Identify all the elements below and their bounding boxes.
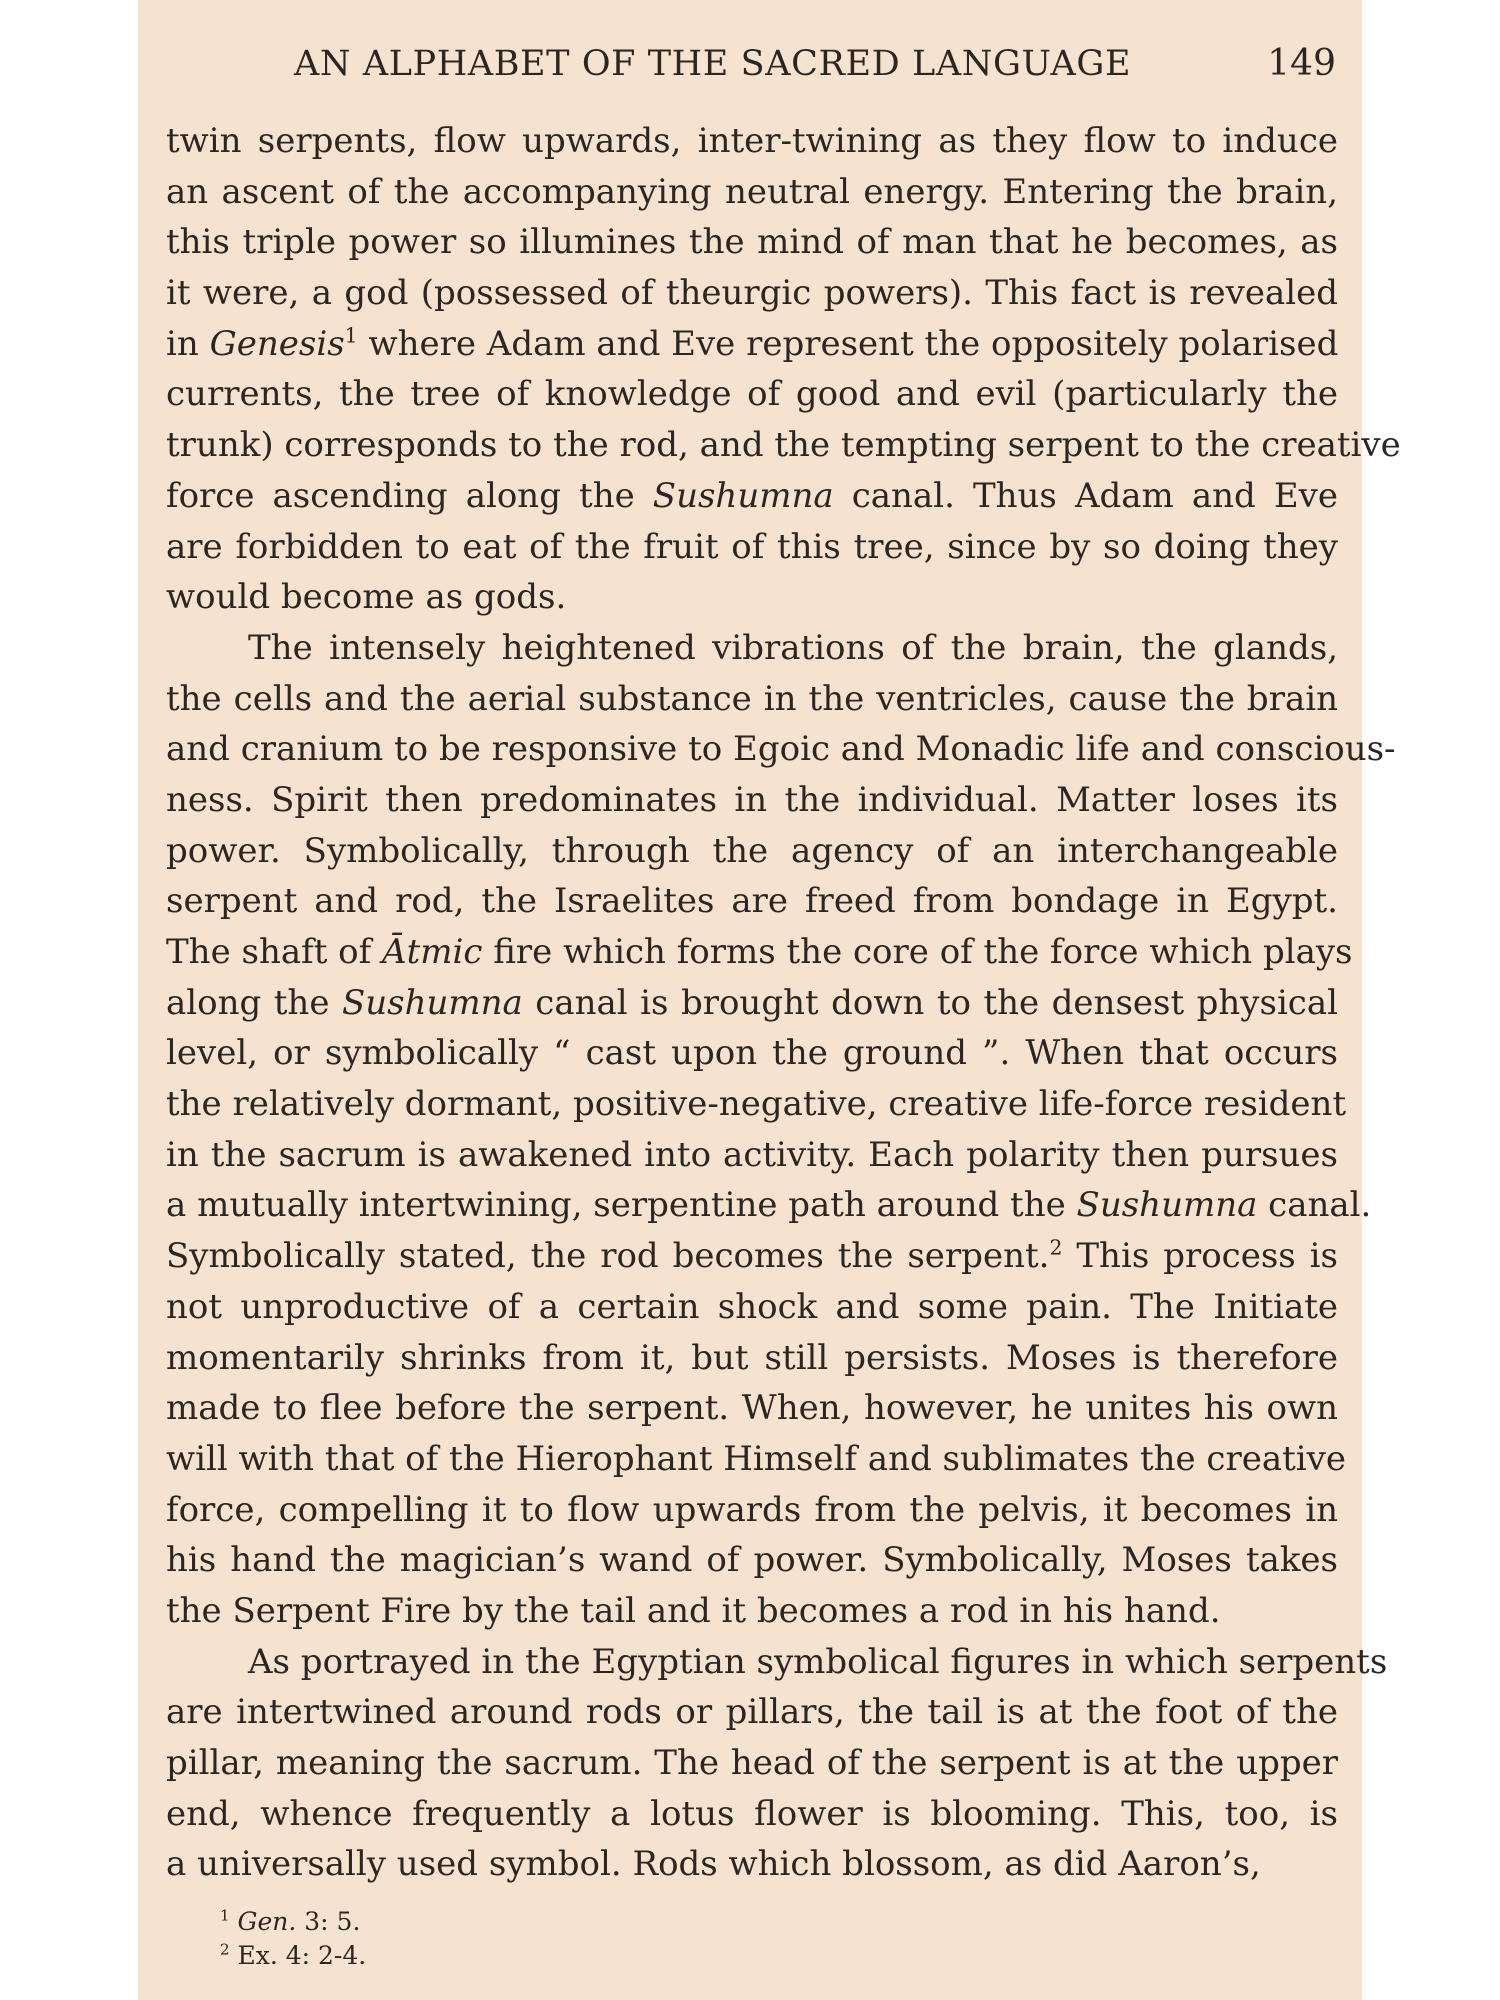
italic-term: Ātmic — [382, 932, 483, 972]
text-line: Symbolically stated, the rod becomes the serpent.$^2$ This process is — [166, 1235, 1338, 1277]
text-line: in the sacrum is awakened into activity. Each polarity then pursues — [166, 1134, 1338, 1175]
text-line: the cells and the aerial substance in the ventricles, cause the brain — [166, 678, 1338, 719]
text-line: this triple power so illumines the mind of man that he becomes, as — [166, 222, 1338, 263]
text-line: a universally used symbol. Rods which blossom, as did Aaron’s, — [166, 1844, 1261, 1885]
footnote-mark: 2 — [220, 1940, 230, 1959]
text-line: the relatively dormant, positive-negative, creative life-force resident — [166, 1084, 1347, 1125]
footnote: $^2$ Ex. 4: 2-4. — [220, 1940, 367, 1970]
footnote-mark: 1 — [220, 1906, 230, 1925]
page-header — [138, 38, 1362, 90]
running-head: AN ALPHABET OF THE SACRED LANGUAGE — [294, 44, 1132, 84]
text-line: trunk) corresponds to the rod, and the tempting serpent to the creative — [166, 425, 1401, 466]
footnotes — [220, 1905, 366, 1973]
text-line: along the Sushumna canal is brought down to the densest physical — [166, 982, 1338, 1023]
text-line: are intertwined around rods or pillars, the tail is at the foot of the — [166, 1692, 1338, 1733]
text-line: in Genesis$^1$ where Adam and Eve represent the oppositely polarised — [166, 323, 1339, 364]
text-line: made to flee before the serpent. When, however, he unites his own — [166, 1388, 1338, 1429]
text-line: ness. Spirit then predominates in the individual. Matter loses its — [166, 779, 1338, 820]
text-line: twin serpents, flow upwards, inter-twining as they flow to induce — [166, 121, 1338, 161]
text-line: The intensely heightened vibrations of the brain, the glands, — [248, 627, 1338, 668]
text-line: currents, the tree of knowledge of good and evil (particularly the — [166, 374, 1338, 415]
text-line: serpent and rod, the Israelites are freed from bondage in Egypt. — [166, 881, 1338, 922]
text-line: his hand the magician’s wand of power. Symbolically, Moses takes — [166, 1540, 1338, 1581]
book-page — [138, 0, 1401, 2000]
italic-term: Genesis — [209, 323, 345, 364]
italic-term: Sushumna — [1076, 1185, 1258, 1226]
footnote: $^1$ Gen. 3: 5. — [220, 1906, 361, 1936]
text-line: and cranium to be responsive to Egoic and Monadic life and conscious- — [166, 729, 1396, 770]
text-line: an ascent of the accompanying neutral energy. Entering the brain, — [166, 171, 1338, 212]
text-line: it were, a god (possessed of theurgic powers). This fact is revealed — [166, 273, 1338, 314]
text-line: the Serpent Fire by the tail and it becomes a rod in his hand. — [166, 1590, 1221, 1631]
italic-term: Sushumna — [341, 982, 523, 1023]
text-line: force ascending along the Sushumna canal. Thus Adam and Eve — [166, 475, 1338, 516]
text-line: not unproductive of a certain shock and some pain. The Initiate — [166, 1286, 1338, 1327]
text-line: pillar, meaning the sacrum. The head of the serpent is at the upper — [166, 1743, 1338, 1783]
text-line: The shaft of Ātmic fire which forms the core of the force which plays — [166, 932, 1353, 972]
footnote-reference: 2 — [1049, 1235, 1063, 1260]
text-line: power. Symbolically, through the agency of an interchangeable — [166, 830, 1338, 871]
text-line: As portrayed in the Egyptian symbolical figures in which serpents — [248, 1641, 1388, 1682]
text-line: are forbidden to eat of the fruit of this tree, since by so doing they — [166, 526, 1338, 567]
text-line: end, whence frequently a lotus flower is blooming. This, too, is — [166, 1793, 1338, 1834]
page-number: 149 — [1267, 43, 1336, 84]
footnote-reference: 1 — [344, 323, 358, 348]
text-line: level, or symbolically “ cast upon the ground ”. When that occurs — [166, 1033, 1338, 1074]
footnote-source: Gen. — [237, 1907, 297, 1936]
body-text — [166, 116, 1401, 1890]
italic-term: Sushumna — [652, 475, 834, 516]
text-line: force, compelling it to flow upwards from the pelvis, it becomes in — [166, 1489, 1338, 1530]
text-line: a mutually intertwining, serpentine path around the Sushumna canal. — [166, 1185, 1372, 1226]
text-line: momentarily shrinks from it, but still persists. Moses is therefore — [166, 1337, 1338, 1378]
text-line: will with that of the Hierophant Himself and sublimates the creative — [166, 1438, 1346, 1479]
text-line: would become as gods. — [166, 577, 567, 618]
